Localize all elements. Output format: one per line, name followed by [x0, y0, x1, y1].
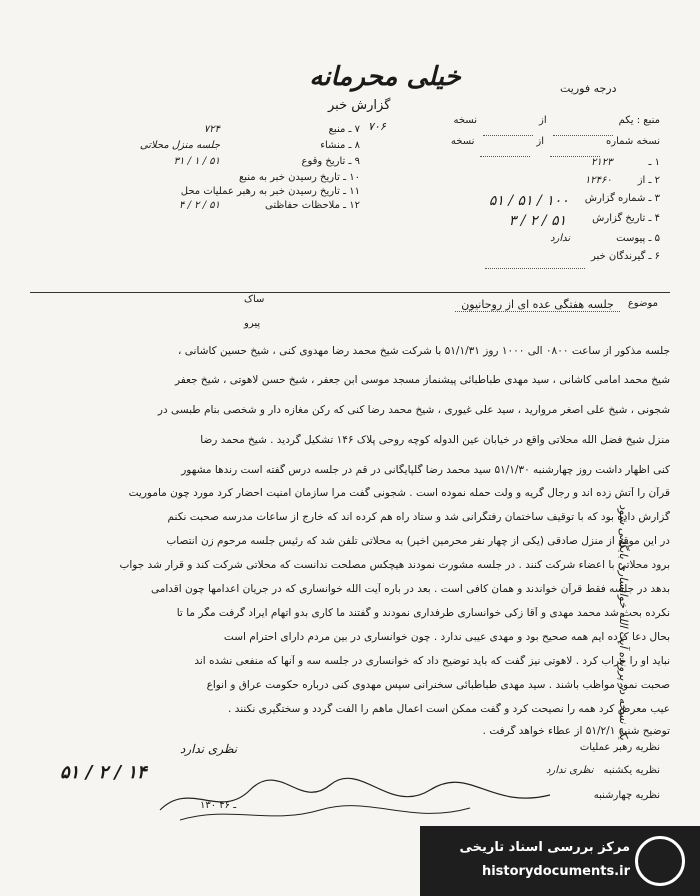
left-field-0: ۷ ـ منبع ۷۲۴: [203, 124, 360, 135]
right-field-7: ۶ ـ گیرندگان خبر: [380, 251, 660, 269]
right-field-3: ۲ ـ از ۱۲۴۶۰: [584, 175, 660, 186]
body-line: توضیح شنبه ۵۱/۲/۱ از عطاء خواهد گرفت .: [482, 725, 670, 737]
body-line: برود محلاتی با اعضاء شرکت کنند . در جلسه مشورت نمودند هیچکس مصلحت ندانست که محلاتی شرکت کند و قرار شد جواب: [119, 559, 670, 571]
left-field-3: ۱۰ ـ تاریخ رسیدن خبر به منبع: [238, 172, 360, 183]
code-mark: ۷۰۶: [368, 120, 386, 133]
classification-stamp: خیلی محرمانه: [309, 62, 461, 92]
left-field-1: ۸ ـ منشاء جلسه منزل محلاتی: [139, 140, 360, 151]
body-line: جلسه مذکور از ساعت ۰۸۰۰ الی ۱۰۰۰ روز ۵۱/۱/۳۱ با شرکت شیخ محمد رضا مهدوی کنی ، شیخ حسین کاشانی ،: [178, 345, 670, 357]
left-field-5: ۱۲ ـ ملاحظات حفاظتی ۵۱ / ۲ / ۴: [179, 200, 360, 211]
body-line: کنی اظهار داشت روز چهارشنبه ۵۱/۱/۳۰ سید محمد رضا گلپایگانی در قم در جلسه درس گفته است رندها مشهور: [181, 464, 670, 476]
body-line: قرآن را آتش زده اند و رجال گریه و ولت حمله نموده است . شجونی گفت مرا سازمان امنیت احضار کرد مورد چون ماموریت: [128, 487, 670, 499]
opinion-row-2: نظریه یکشنبه نظری ندارد: [545, 765, 660, 776]
watermark-url: historydocuments.ir: [481, 864, 630, 879]
body-line: صحبت نمود مواظب باشند . سید مهدی طباطبائی سخنرانی سپس مهدوی کنی درباره حکومت عراق و انواع: [206, 679, 670, 691]
right-field-2: ۱ ـ ۲۱۲۳: [591, 157, 660, 168]
right-field-6: ۵ ـ پیوست ندارد: [550, 233, 660, 244]
right-field-0: منبع : یکم از نسخه: [380, 115, 660, 136]
archive-logo-icon: [635, 836, 685, 886]
subject-value: جلسه هفتگی عده ای از روحانیون: [455, 298, 620, 312]
body-line: گزارش داده بود که با توقیف ساختمان رفتگرانی شد و ستاد راه هم کرده اند که خارج از ساعات مدرسه صحبت نکنم: [167, 511, 670, 523]
right-field-4: ۳ ـ شماره گزارش ۱۰۰ / ۵۱ / ۵۱: [488, 193, 660, 209]
side-mark-bottom: پیرو: [244, 318, 261, 329]
urgency-label: درجه فوریت: [560, 82, 617, 95]
body-line: شجونی ، شیخ علی اصغر مروارید ، سید علی غیوری ، شیخ محمد رضا کنی که رکن مغازه دار و شخصی بنام طبسی در: [157, 404, 670, 416]
body-line: شیخ محمد امامی کاشانی ، سید مهدی طباطبائی پیشنماز مسجد موسی ابن جعفر ، شیخ حسن لاهوتی ، شیخ جعفر: [174, 374, 670, 386]
opinion-row-3: نظریه چهارشنبه: [593, 790, 660, 801]
body-line: بحال دعا کرده ایم همه صحیح بود و مهدی عیبی ندارد . چون خوانساری در بین مردم دارای احترام است: [223, 631, 670, 643]
body-line: در این موقع از منزل صادقی (یکی از چهار نفر محرمین اخیر) به محلاتی تلفن شد که رئیس جلسه مرحوم زن انتصاب: [166, 535, 670, 547]
body-line: منزل شیخ فضل الله محلاتی واقع در خیابان عین الدوله کوچه روحی پلاک ۱۴۶ تشکیل گردید . شیخ محمد رضا: [200, 434, 670, 446]
header-divider: [30, 292, 670, 293]
report-type: گزارش خبر: [328, 98, 391, 113]
left-fields: [60, 124, 360, 216]
watermark-title: مرکز بررسی اسناد تاریخی: [459, 840, 630, 855]
side-mark-top: ساک: [244, 294, 265, 305]
body-line: نکرده بحث شد محمد مهدی و آقا زکی خوانساری طرفداری نمودند و گفتند ما کاری بدو اتهام ایراد گرفت مگر ما تا: [176, 607, 670, 619]
right-field-1: نسخه شماره از نسخه: [380, 136, 660, 157]
right-field-5: ۴ ـ تاریخ گزارش ۵۱ / ۲ / ۳: [508, 213, 660, 229]
body-line: بدهد در جلسه فقط قرآن خواندند و همان کافی است . بعد در باره آیت الله خوانساری که در جریان اعدامها چون اقدامی: [150, 583, 670, 595]
margin-note: یک نسخه در پرونده آیت الله خوانساری بایگانی شود: [617, 504, 630, 740]
body-line: عیب معرض کرد همه را نصیحت کرد و گفت ممکن است اعمال ماهم را الفت گردد و سختگیری نکنند .: [228, 703, 670, 715]
right-fields: [380, 115, 660, 269]
signatures: [150, 770, 570, 830]
left-field-2: ۹ ـ تاریخ وقوع ۵۱ / ۱ / ۳۱: [173, 156, 360, 167]
left-field-4: ۱۱ ـ تاریخ رسیدن خبر به رهبر عملیات محل: [180, 186, 360, 197]
date-stamp: ۵۱ / ۲ / ۱۴: [60, 762, 147, 783]
opinion-row-1: نظریه رهبر عملیات نظری ندارد: [180, 742, 660, 756]
subject-label: موضوع: [627, 298, 658, 309]
body-line: نباید او را خراب کرد . لاهوتی نیز گفت که باید توضیح داد که خوانساری در جلسه سه و آنها که منفعی نشده اند: [194, 655, 670, 667]
file-code: ۱۳۰ ـ ۴۶: [200, 800, 237, 811]
subject-row: [300, 298, 658, 312]
